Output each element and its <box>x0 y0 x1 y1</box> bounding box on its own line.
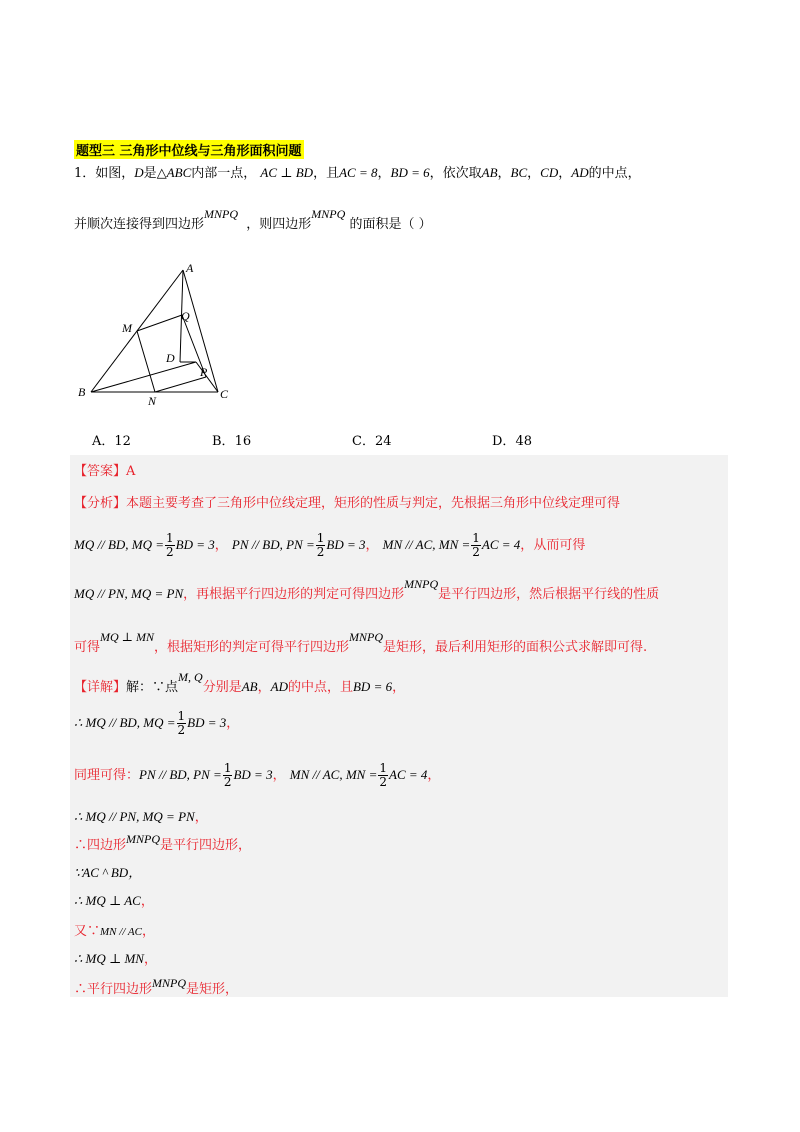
analysis-line-1 <box>74 492 620 511</box>
detail-line-9: ∴ MQ ⊥ MN， <box>74 951 157 967</box>
analysis-formula-line: MQ // BD, MQ = $\frac{1}{2}$ BD = 3， PN // BD, PN = $\frac{1}{2}$ BD = 3， MN // AC, MN = $\frac{1}{2}$ AC = 4，从而可得 <box>74 531 586 559</box>
option-a[interactable]: A．12 <box>92 434 131 449</box>
question-line-2 <box>74 207 432 232</box>
math-cd: CD <box>540 165 559 180</box>
text: 内部一点， <box>191 166 257 181</box>
label-n: N <box>148 394 157 408</box>
math-ab: AB <box>481 165 498 180</box>
math-triangle-abc: △ABC <box>156 165 192 180</box>
text: ，且 <box>313 166 340 181</box>
label-q: Q <box>181 309 190 323</box>
text: 本题主要考查了三角形中位线定理，矩形的性质与判定，先根据三角形中位线定理可得 <box>126 496 621 511</box>
question-number: 1．如图， <box>74 166 135 181</box>
math-ac-perp-bd: AC ⊥ BD <box>260 165 314 180</box>
math-ad: AD <box>571 165 589 180</box>
math-bd-eq-6: BD = 6 <box>390 165 430 180</box>
analysis-label: 【分析】 <box>74 496 127 511</box>
detail-line-10: ∴平行四边形MNPQ是矩形， <box>74 976 239 997</box>
math-ac-eq-8: AC = 8 <box>339 165 378 180</box>
option-c[interactable]: C．24 <box>352 434 392 449</box>
detail-line-7: ∴ MQ ⊥ AC， <box>74 893 154 909</box>
label-d: D <box>166 351 175 365</box>
detail-line-5: ∴四边形MNPQ是平行四边形， <box>74 832 252 853</box>
label-c: C <box>220 387 229 401</box>
label-p: P <box>200 365 208 379</box>
detail-line-4: ∴ MQ // PN, MQ = PN， <box>74 809 208 825</box>
text: ， <box>558 166 572 181</box>
label-a: A <box>186 261 194 275</box>
label-b: B <box>78 385 86 399</box>
math-mnpq: MNPQ <box>311 207 346 221</box>
analysis-line-3: MQ // PN, MQ = PN，再根据平行四边形的判定可得四边形MNPQ是平行四边形，然后根据平行线的性质 <box>74 577 660 602</box>
text: ，依次取 <box>429 166 482 181</box>
label-m: M <box>122 321 132 335</box>
section-title: 题型三 三角形中位线与三角形面积问题 <box>74 140 304 159</box>
text: 的中点， <box>588 166 641 181</box>
text: ，则四边形 <box>246 217 312 232</box>
text: 的面积是（ ） <box>349 217 432 232</box>
detail-line-2: ∴ MQ // BD, MQ = $\frac{1}{2}$ BD = 3， <box>74 709 240 737</box>
math-bc: BC <box>510 165 528 180</box>
geometry-figure <box>74 260 244 410</box>
math-d: D <box>134 165 144 180</box>
text: ， <box>497 166 511 181</box>
detail-label: 【详解】 <box>74 680 127 695</box>
text: 并顺次连接得到四边形 <box>74 217 205 232</box>
text: ， <box>377 166 391 181</box>
math-mnpq: MNPQ <box>204 207 239 221</box>
detail-line-3: 同理可得：PN // BD, PN = $\frac{1}{2}$ BD = 3， MN // AC, MN = $\frac{1}{2}$ AC = 4， <box>74 761 441 789</box>
option-b[interactable]: B．16 <box>212 434 252 449</box>
analysis-line-4: 可得MQ ⊥ MN，根据矩形的判定可得平行四边形MNPQ是矩形，最后利用矩形的面积公式求解即可得. <box>74 630 648 655</box>
detail-line-6: ∵AC ^ BD， <box>74 865 142 880</box>
text: ， <box>527 166 541 181</box>
detail-line-8: 又∵MN // AC， <box>74 924 156 939</box>
text: 是 <box>143 166 157 181</box>
detail-line-1: 【详解】解：∵点M, Q分别是AB，AD的中点，且BD = 6， <box>74 670 406 695</box>
question-line-1 <box>74 162 641 181</box>
answer-label: 【答案】A <box>74 464 136 479</box>
option-d[interactable]: D．48 <box>492 434 532 449</box>
